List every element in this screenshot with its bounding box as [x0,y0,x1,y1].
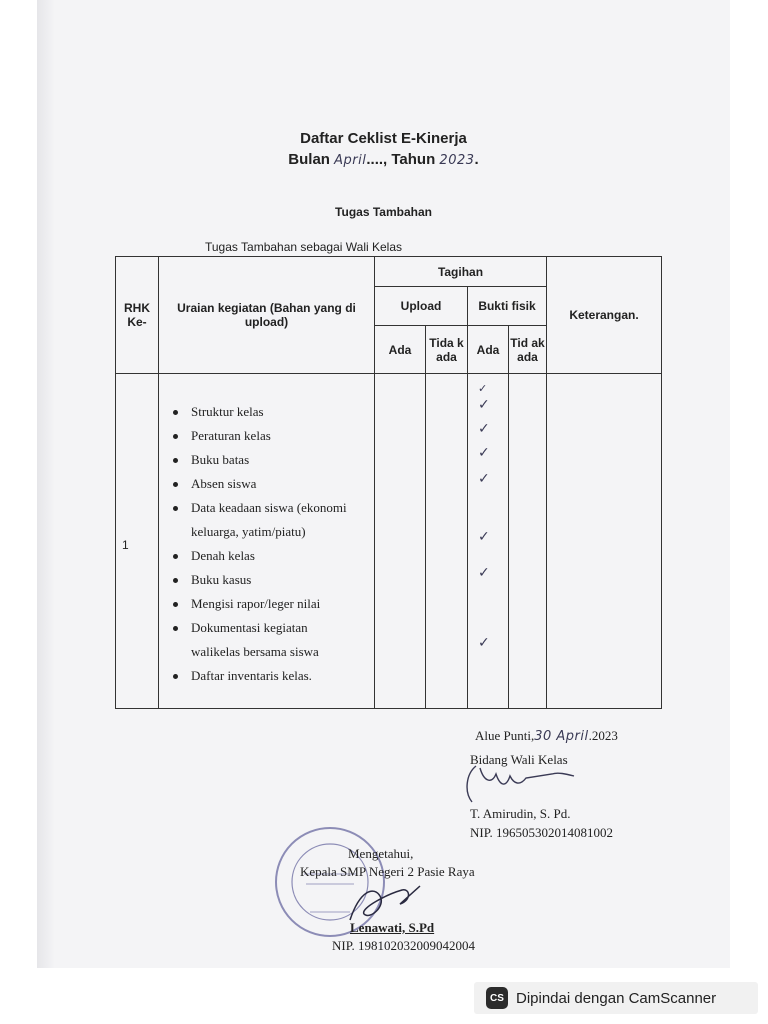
activity-list [159,394,374,688]
bukti-ada-cell [468,374,509,709]
check-mark: ✓ [478,565,490,581]
header-upload: Upload [375,287,468,326]
camscanner-label: Dipindai dengan CamScanner [516,989,717,1007]
header-keterangan: Keterangan. [547,257,662,374]
bulan-label: Bulan [288,151,330,168]
check-mark: ✓ [478,421,490,437]
list-item: Absen siswa [169,472,374,496]
list-item: Dokumentasi kegiatan walikelas bersama siswa [169,616,374,664]
signer-name: T. Amirudin, S. Pd. [470,806,571,821]
upload-tidak-ada-cell [426,374,468,709]
check-mark: ✓ [478,397,490,413]
header-rhk: RHK Ke- [116,257,159,374]
document-title: Daftar Ceklist E-Kinerja [300,130,467,147]
approver-nip: NIP. 198102032009042004 [332,938,476,953]
tahun-label: ...., Tahun [366,151,436,168]
list-item: Data keadaan siswa (ekonomi keluarga, yatim/piatu) [169,496,374,544]
list-item: Mengisi rapor/leger nilai [169,592,374,616]
approval-label: Mengetahui, [348,846,414,861]
header-uraian: Uraian kegiatan (Bahan yang di upload) [159,257,375,374]
table-row [116,374,662,709]
date-year: .2023 [588,728,618,743]
header-bukti-tidak-ada: Tid ak ada [509,326,547,374]
bukti-tidak-ada-cell [509,374,547,709]
signature-place-date [475,728,618,744]
date-handwritten: 30 April [534,729,589,744]
checklist-table [115,256,662,709]
list-item: Buku batas [169,448,374,472]
place-label: Alue Punti, [475,728,535,743]
table-caption: Tugas Tambahan sebagai Wali Kelas [205,240,403,254]
check-mark: ✓ [478,445,490,461]
header-tagihan: Tagihan [375,257,547,287]
check-mark: ✓ [478,382,488,395]
header-bukti-fisik: Bukti fisik [468,287,547,326]
list-item: Denah kelas [169,544,374,568]
list-item: Daftar inventaris kelas. [169,664,374,688]
list-item: Buku kasus [169,568,374,592]
keterangan-cell [547,374,662,709]
camscanner-logo-icon: CS [486,987,508,1009]
upload-ada-cell [375,374,426,709]
header-bukti-ada: Ada [468,326,509,374]
uraian-cell [159,374,375,709]
signer-role: Bidang Wali Kelas [470,752,568,767]
header-upload-tidak-ada: Tida k ada [426,326,468,374]
check-mark: ✓ [478,635,490,651]
camscanner-watermark [474,982,758,1014]
handwritten-signature-icon [462,758,582,808]
tahun-handwritten: 2023 [439,153,475,168]
document-period [37,151,730,168]
row-number: 1 [116,374,159,709]
tahun-suffix: . [474,151,479,168]
list-item: Struktur kelas [169,400,374,424]
check-mark: ✓ [478,529,490,545]
header-upload-ada: Ada [375,326,426,374]
signer-nip: NIP. 196505302014081002 [470,825,614,840]
approver-title: Kepala SMP Negeri 2 Pasie Raya [300,864,475,879]
bulan-handwritten: April [334,153,367,168]
approver-name: Lenawati, S.Pd [350,920,435,935]
list-item: Peraturan kelas [169,424,374,448]
section-subtitle: Tugas Tambahan [335,205,432,219]
check-mark: ✓ [478,471,490,487]
